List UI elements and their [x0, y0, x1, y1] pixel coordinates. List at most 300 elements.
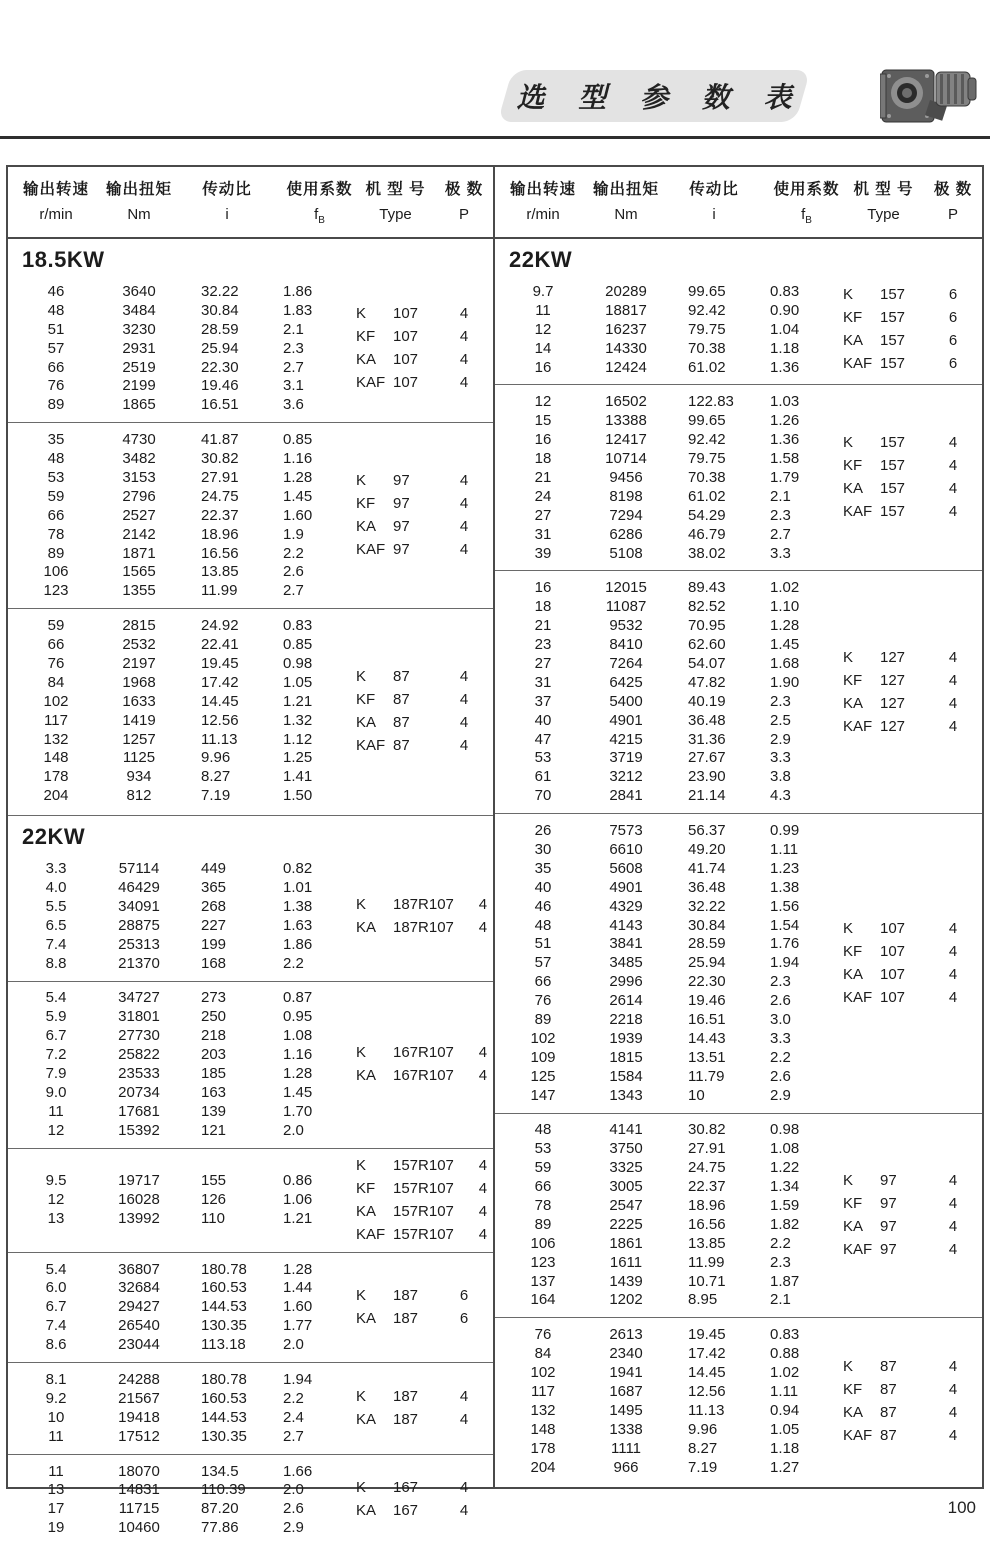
- data-row: [16, 1462, 356, 1481]
- service-factor-cell: 1.79: [770, 468, 800, 486]
- ratio-cell: 268: [201, 897, 227, 915]
- type-row: [843, 1240, 982, 1259]
- type-row: [356, 895, 512, 914]
- service-factor-cell: 2.6: [283, 563, 304, 581]
- torque-cell: 4329: [609, 897, 643, 915]
- service-factor-cell: 2.2: [770, 1234, 791, 1252]
- torque-cell: 32684: [118, 1279, 160, 1297]
- type-row: [843, 1426, 982, 1445]
- service-factor-cell: 2.3: [770, 1253, 791, 1271]
- service-factor-cell: 1.38: [283, 897, 313, 915]
- service-factor-cell: 3.3: [770, 749, 791, 767]
- type-row: [356, 540, 493, 559]
- table-header-row: [8, 167, 493, 239]
- type-cell: [356, 305, 435, 322]
- service-factor-cell: 1.86: [283, 935, 313, 953]
- service-factor-cell: 1.83: [283, 301, 313, 319]
- power-section-label: 22KW: [22, 824, 86, 850]
- ratio-cell: 155: [201, 1172, 227, 1190]
- data-row: [503, 1010, 843, 1029]
- type-number: 157: [880, 286, 906, 304]
- ratio-cell: 121: [201, 1121, 227, 1139]
- speed-cell: 13: [47, 1481, 65, 1499]
- ratio-cell: 8.27: [688, 1439, 718, 1457]
- type-prefix: KF: [356, 328, 376, 346]
- type-cell: [356, 1411, 435, 1428]
- poles-cell: 4: [948, 1403, 958, 1421]
- ratio-cell: 22.30: [688, 973, 726, 991]
- data-row: [503, 635, 843, 654]
- speed-cell: 48: [534, 916, 552, 934]
- poles-cell: 4: [478, 895, 488, 913]
- type-number: 87: [880, 1403, 897, 1421]
- torque-cell: 1871: [122, 544, 156, 562]
- column-header-service-factor: [272, 177, 356, 226]
- data-row: [503, 1121, 843, 1140]
- column-header-label: 输出转速: [509, 181, 576, 198]
- ratio-cell: 92.42: [688, 301, 726, 319]
- torque-cell: 1865: [122, 396, 156, 414]
- type-row: [843, 308, 982, 327]
- poles-cell: 4: [948, 1380, 958, 1398]
- power-section: [8, 239, 493, 815]
- poles-cell: 4: [948, 1357, 958, 1375]
- service-factor-cell: 0.98: [770, 1121, 800, 1139]
- data-row: [503, 1401, 843, 1420]
- type-number: 187: [393, 1286, 419, 1304]
- ratio-cell: 11.13: [688, 1401, 725, 1419]
- torque-cell: 2225: [609, 1215, 643, 1233]
- type-number: 157: [880, 434, 906, 452]
- type-prefix: K: [356, 667, 367, 685]
- data-row: [503, 767, 843, 786]
- column-header-label: 机 型 号: [853, 181, 914, 198]
- ratio-cell: 23.90: [688, 768, 726, 786]
- service-factor-cell: 1.59: [770, 1197, 800, 1215]
- type-row: [843, 433, 982, 452]
- service-factor-cell: 2.0: [283, 1121, 304, 1139]
- type-cell: [843, 1381, 924, 1398]
- data-rows: [16, 1462, 356, 1538]
- type-row: [356, 1225, 512, 1244]
- data-rows: [503, 282, 843, 376]
- torque-cell: 17512: [118, 1427, 160, 1445]
- poles-cell: 4: [948, 988, 958, 1006]
- data-block: [8, 1454, 493, 1546]
- type-prefix: KF: [843, 457, 863, 475]
- type-prefix: KAF: [356, 1225, 386, 1243]
- data-row: [503, 1458, 843, 1477]
- torque-cell: 8198: [609, 487, 643, 505]
- data-row: [16, 1083, 356, 1102]
- service-factor-cell: 2.3: [283, 339, 304, 357]
- speed-cell: 23: [534, 636, 552, 654]
- torque-cell: 2218: [609, 1011, 643, 1028]
- column-header-type: [843, 177, 924, 226]
- ratio-cell: 79.75: [688, 450, 726, 468]
- speed-cell: 66: [534, 1178, 552, 1196]
- ratio-cell: 25.94: [688, 954, 726, 972]
- service-factor-cell: 2.2: [283, 1389, 304, 1407]
- speed-cell: 17: [47, 1500, 65, 1518]
- torque-cell: 1439: [609, 1272, 643, 1290]
- poles-cell: 4: [478, 1044, 488, 1062]
- service-factor-cell: 1.60: [283, 1298, 313, 1316]
- type-number: 157: [880, 457, 906, 475]
- type-row: [843, 1194, 982, 1213]
- data-rows: [16, 989, 356, 1140]
- type-prefix: KA: [356, 1202, 377, 1220]
- speed-cell: 6.5: [45, 916, 67, 934]
- service-factor-cell: 1.56: [770, 897, 800, 915]
- torque-cell: 2613: [609, 1326, 643, 1344]
- ratio-cell: 12.56: [201, 711, 239, 729]
- column-header-unit: $f_B$: [801, 206, 812, 226]
- speed-cell: 6.7: [45, 1027, 67, 1045]
- speed-cell: 5.5: [45, 897, 67, 915]
- torque-cell: 5608: [609, 859, 643, 877]
- speed-cell: 89: [47, 396, 65, 414]
- data-row: [16, 1518, 356, 1537]
- column-header-label: 极 数: [933, 181, 973, 198]
- torque-cell: 28875: [118, 916, 160, 934]
- service-factor-cell: 1.27: [770, 1458, 800, 1476]
- service-factor-cell: 2.1: [770, 1291, 791, 1309]
- speed-cell: 6.0: [45, 1279, 67, 1297]
- data-row: [16, 692, 356, 711]
- speed-cell: 14: [534, 339, 552, 357]
- torque-cell: 1941: [609, 1364, 643, 1382]
- type-number: 187R107: [393, 895, 454, 913]
- torque-cell: 7573: [609, 822, 643, 840]
- ratio-cell: 160.53: [201, 1279, 247, 1297]
- column-header-label: 输出扭矩: [105, 181, 172, 198]
- torque-cell: 4901: [609, 711, 643, 729]
- ratio-cell: 218: [201, 1027, 227, 1045]
- service-factor-cell: 3.3: [770, 544, 791, 562]
- torque-cell: 1611: [609, 1253, 643, 1271]
- type-number: 187R107: [393, 918, 454, 936]
- type-prefix: KA: [843, 1217, 864, 1235]
- service-factor-cell: 2.7: [283, 582, 304, 600]
- service-factor-cell: 3.6: [283, 396, 304, 414]
- type-row: [356, 1286, 493, 1305]
- torque-cell: 4730: [122, 431, 156, 449]
- column-header-type: [356, 177, 435, 226]
- data-row: [16, 654, 356, 673]
- torque-cell: 3485: [609, 954, 643, 972]
- torque-cell: 16028: [118, 1191, 160, 1209]
- speed-cell: 78: [47, 525, 65, 543]
- column-header-unit: P: [947, 206, 958, 223]
- service-factor-cell: 0.99: [770, 822, 800, 840]
- torque-cell: 18070: [118, 1462, 160, 1480]
- data-row: [16, 1026, 356, 1045]
- torque-cell: 2614: [609, 992, 643, 1010]
- service-factor-cell: 0.85: [283, 431, 313, 449]
- ratio-cell: 46.79: [688, 525, 726, 543]
- column-header-unit: i: [712, 206, 716, 223]
- ratio-cell: 22.37: [201, 506, 239, 524]
- ratio-cell: 13.85: [201, 563, 239, 581]
- torque-cell: 934: [126, 768, 152, 786]
- type-prefix: KAF: [843, 503, 873, 521]
- service-factor-cell: 2.4: [283, 1408, 304, 1426]
- type-group: [356, 471, 493, 559]
- ratio-cell: 92.42: [688, 431, 726, 449]
- ratio-cell: 110: [201, 1210, 225, 1227]
- poles-cell: 6: [948, 309, 958, 327]
- torque-cell: 19717: [118, 1172, 160, 1190]
- torque-cell: 4901: [609, 878, 643, 896]
- service-factor-cell: 1.82: [770, 1215, 800, 1233]
- type-cell: [356, 472, 435, 489]
- torque-cell: 9456: [609, 468, 643, 486]
- torque-cell: 1584: [609, 1067, 643, 1085]
- type-row: [356, 713, 493, 732]
- speed-cell: 61: [534, 768, 552, 786]
- speed-cell: 76: [534, 992, 552, 1010]
- poles-cell: 4: [948, 671, 958, 689]
- type-row: [356, 918, 512, 937]
- data-row: [16, 711, 356, 730]
- type-cell: [843, 1195, 924, 1212]
- data-rows: [16, 282, 356, 414]
- ratio-cell: 17.42: [688, 1345, 726, 1363]
- speed-cell: 31: [534, 673, 552, 691]
- type-cell: [356, 668, 435, 685]
- ratio-cell: 61.02: [688, 487, 726, 505]
- ratio-cell: 70.38: [688, 468, 726, 486]
- ratio-cell: 160.53: [201, 1389, 247, 1407]
- column-header-ratio: [669, 177, 759, 226]
- poles-cell: 4: [459, 736, 469, 754]
- torque-cell: 2197: [122, 654, 156, 672]
- type-number: 107: [393, 305, 419, 323]
- service-factor-cell: 1.16: [283, 450, 313, 468]
- service-factor-cell: 1.34: [770, 1178, 800, 1196]
- data-row: [503, 1158, 843, 1177]
- torque-cell: 36807: [118, 1260, 160, 1278]
- poles-cell: 4: [478, 1067, 488, 1085]
- speed-cell: 89: [47, 544, 65, 562]
- type-cell: [843, 434, 924, 451]
- type-prefix: K: [356, 895, 367, 913]
- service-factor-cell: 0.86: [283, 1172, 313, 1190]
- type-row: [356, 1410, 493, 1429]
- data-row: [16, 916, 356, 935]
- data-block: [8, 1362, 493, 1454]
- speed-cell: 9.7: [532, 282, 554, 300]
- poles-cell: 4: [948, 457, 958, 475]
- type-prefix: KF: [843, 671, 863, 689]
- data-row: [503, 673, 843, 692]
- speed-cell: 37: [534, 692, 552, 710]
- type-group: [356, 1286, 493, 1328]
- speed-cell: 9.2: [45, 1389, 67, 1407]
- ratio-cell: 32.22: [201, 282, 239, 300]
- type-row: [356, 1309, 493, 1328]
- type-cell: [356, 1479, 435, 1496]
- torque-cell: 1815: [609, 1048, 643, 1066]
- type-prefix: KA: [356, 1410, 377, 1428]
- type-number: 107: [880, 965, 906, 983]
- type-cell: [356, 919, 454, 936]
- column-header-output-speed: [503, 177, 583, 226]
- ratio-cell: 36.48: [688, 711, 726, 729]
- ratio-cell: 10.71: [688, 1272, 726, 1290]
- service-factor-cell: 1.28: [283, 1260, 313, 1278]
- type-number: 187: [393, 1309, 419, 1327]
- speed-cell: 51: [534, 935, 552, 953]
- torque-cell: 26540: [118, 1317, 160, 1335]
- data-row: [503, 935, 843, 954]
- speed-cell: 53: [47, 468, 65, 486]
- type-row: [843, 988, 982, 1007]
- ratio-cell: 134.5: [201, 1462, 239, 1480]
- ratio-cell: 144.53: [201, 1408, 247, 1426]
- speed-cell: 46: [47, 282, 65, 300]
- torque-cell: 29427: [118, 1298, 160, 1316]
- torque-cell: 27730: [118, 1027, 160, 1045]
- torque-cell: 25313: [118, 935, 160, 953]
- speed-cell: 30: [534, 840, 552, 858]
- data-row: [16, 878, 356, 897]
- service-factor-cell: 0.94: [770, 1401, 800, 1419]
- type-cell: [356, 737, 435, 754]
- column-header-unit: Nm: [127, 206, 151, 223]
- service-factor-cell: 1.23: [770, 859, 800, 877]
- service-factor-cell: 1.11: [770, 1383, 799, 1401]
- type-prefix: K: [356, 1387, 367, 1405]
- type-cell: [843, 1218, 924, 1235]
- data-block: [8, 1252, 493, 1362]
- type-group: [843, 1171, 982, 1259]
- type-row: [356, 350, 493, 369]
- type-cell: [843, 1427, 924, 1444]
- service-factor-cell: 1.05: [770, 1420, 800, 1438]
- speed-cell: 31: [534, 525, 552, 543]
- data-rows: [16, 1370, 356, 1446]
- type-number: 157: [880, 355, 906, 373]
- type-number: 157: [880, 503, 906, 521]
- column-header-label: 传动比: [202, 181, 252, 198]
- type-number: 167: [393, 1502, 419, 1520]
- service-factor-cell: 1.94: [283, 1371, 313, 1389]
- torque-cell: 19418: [118, 1408, 160, 1426]
- speed-cell: 21: [534, 468, 552, 486]
- ratio-cell: 30.84: [688, 916, 726, 934]
- service-factor-cell: 1.02: [770, 1364, 800, 1382]
- type-prefix: KF: [356, 690, 376, 708]
- data-row: [503, 1272, 843, 1291]
- speed-cell: 19: [47, 1519, 65, 1537]
- ratio-cell: 54.07: [688, 654, 726, 672]
- type-prefix: K: [356, 472, 367, 490]
- service-factor-cell: 1.90: [770, 673, 800, 691]
- type-prefix: KA: [356, 351, 377, 369]
- column-header-label: 机 型 号: [365, 181, 426, 198]
- type-prefix: K: [356, 1156, 367, 1174]
- data-block: [8, 981, 493, 1148]
- type-cell: [356, 328, 435, 345]
- type-cell: [843, 480, 924, 497]
- service-factor-cell: 1.94: [770, 954, 800, 972]
- speed-cell: 59: [534, 1159, 552, 1177]
- torque-cell: 18817: [605, 301, 647, 319]
- service-factor-cell: 0.85: [283, 636, 313, 654]
- data-row: [503, 430, 843, 449]
- type-row: [356, 1478, 493, 1497]
- table-left-column: [8, 167, 495, 1537]
- speed-cell: 164: [530, 1291, 556, 1309]
- ratio-cell: 185: [201, 1065, 227, 1082]
- type-row: [356, 667, 493, 686]
- poles-cell: 4: [459, 1502, 469, 1520]
- table-right-column: [495, 167, 982, 1487]
- type-number: 87: [393, 690, 410, 708]
- ratio-cell: 24.92: [201, 617, 239, 635]
- type-row: [843, 1357, 982, 1376]
- data-rows: [503, 821, 843, 1104]
- ratio-cell: 10: [688, 1086, 705, 1104]
- type-row: [843, 942, 982, 961]
- data-row: [503, 1363, 843, 1382]
- speed-cell: 16: [534, 579, 552, 597]
- service-factor-cell: 1.87: [770, 1272, 800, 1290]
- ratio-cell: 13.51: [688, 1048, 726, 1066]
- torque-cell: 2199: [122, 377, 156, 395]
- data-row: [503, 748, 843, 767]
- ratio-cell: 22.30: [201, 358, 239, 376]
- speed-cell: 137: [530, 1272, 556, 1290]
- ratio-cell: 19.45: [688, 1326, 726, 1344]
- type-row: [356, 304, 493, 323]
- speed-cell: 12: [534, 393, 552, 411]
- service-factor-cell: 2.9: [770, 730, 791, 748]
- ratio-cell: 168: [201, 954, 227, 972]
- type-number: 107: [393, 328, 419, 346]
- torque-cell: 5400: [609, 692, 643, 710]
- service-factor-cell: 3.1: [283, 377, 304, 395]
- type-group: [356, 895, 512, 937]
- data-row: [16, 730, 356, 749]
- column-header-label: 输出转速: [22, 181, 89, 198]
- title-banner: [505, 70, 803, 122]
- torque-cell: 4141: [609, 1121, 643, 1139]
- ratio-cell: 110.39: [201, 1481, 246, 1499]
- type-cell: [843, 989, 924, 1006]
- type-prefix: KF: [356, 495, 376, 513]
- column-header-output-torque: [583, 177, 669, 226]
- type-cell: [843, 309, 924, 326]
- service-factor-cell: 0.87: [283, 989, 313, 1007]
- type-row: [843, 1171, 982, 1190]
- ratio-cell: 126: [201, 1191, 227, 1209]
- type-cell: [356, 714, 435, 731]
- type-cell: [356, 541, 435, 558]
- speed-cell: 12: [534, 320, 552, 338]
- service-factor-cell: 1.06: [283, 1191, 313, 1209]
- type-number: 97: [393, 472, 410, 490]
- torque-cell: 46429: [118, 878, 160, 896]
- torque-cell: 3640: [122, 282, 156, 300]
- data-row: [16, 282, 356, 301]
- service-factor-cell: 1.77: [283, 1317, 313, 1335]
- poles-cell: 4: [459, 518, 469, 536]
- speed-cell: 123: [530, 1253, 556, 1271]
- ratio-cell: 27.67: [688, 749, 726, 767]
